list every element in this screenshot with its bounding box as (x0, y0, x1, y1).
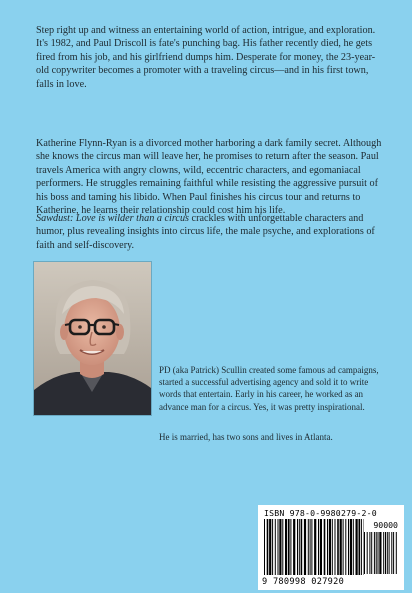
barcode-bar (374, 532, 375, 574)
blurb-paragraph-3 (36, 212, 386, 252)
author-portrait-illustration (34, 262, 151, 415)
barcode-bar (391, 532, 392, 574)
barcode-bar (329, 519, 331, 575)
barcode-bar (299, 519, 300, 575)
author-photo (34, 262, 151, 415)
isbn-label: ISBN 978-0-9980279-2-0 (264, 508, 377, 518)
barcode-bar (293, 519, 295, 575)
barcode-bar (371, 532, 372, 574)
barcode-bar (272, 519, 273, 575)
barcode-bar (301, 519, 303, 575)
barcode-bar (278, 519, 279, 575)
barcode-bar (350, 519, 352, 575)
barcode-bar (353, 519, 354, 575)
barcode-bar (282, 519, 283, 575)
barcode-bar (320, 519, 322, 575)
barcode-bar (327, 519, 328, 575)
barcode-bar (383, 532, 384, 574)
barcode-bar (361, 519, 362, 575)
barcode-bar (311, 519, 312, 575)
ean-barcode-bars (264, 519, 364, 575)
price-code: 90000 (373, 520, 398, 530)
barcode-bar (343, 519, 344, 575)
barcode-bar (369, 532, 370, 574)
barcode-bar (269, 519, 271, 575)
ean-digits: 9 780998 027920 (262, 577, 345, 587)
barcode-bar (356, 519, 358, 575)
barcode-bar (288, 519, 290, 575)
blurb-paragraph-3-rest: crackles with unforgettable characters and humor, plus revealing insights into circus life, the male psyche, and explorations of faith and self-discovery. (36, 213, 375, 251)
author-bio-family: He is married, has two sons and lives in Atlanta. (159, 432, 333, 442)
barcode-bar (324, 519, 326, 575)
addon-barcode-bars (364, 532, 398, 574)
barcode-bar (332, 519, 333, 575)
barcode-bar (345, 519, 346, 575)
barcode-bar (297, 519, 298, 575)
barcode-bar (314, 519, 316, 575)
barcode-bar (376, 532, 377, 574)
barcode-bar (385, 532, 386, 574)
barcode-bar (396, 532, 397, 574)
barcode-bar (290, 519, 291, 575)
barcode-bar (318, 519, 319, 575)
isbn-barcode (258, 505, 404, 590)
barcode-bar (335, 519, 336, 575)
barcode-bar (279, 519, 281, 575)
barcode-bar (387, 532, 388, 574)
barcode-bar (340, 519, 342, 575)
barcode-bar (285, 519, 287, 575)
barcode-bar (393, 532, 394, 574)
barcode-bar (337, 519, 339, 575)
blurb-paragraph-1: Step right up and witness an entertaining world of action, intrigue, and exploration. It's 1982, and Paul Driscoll is fate's punching bag. His father recently died, he gets fired from his job, and his girlfriend dumps him. Desperate for money, the 23-year-old copywriter becomes a promoter with a traveling circus—and in his first town, falls in love. (36, 25, 376, 90)
barcode-bar (264, 519, 265, 575)
barcode-bar (367, 532, 368, 574)
barcode-bar (359, 519, 361, 575)
blurb-paragraph-2: Katherine Flynn-Ryan is a divorced mother harboring a dark family secret. Although she knows the circus man will leave her, he promises to return after the season. Paul travels America with angry clowns, wild, eccentric characters, and egomaniacal performers. He struggles remaining faithful while resisting the aggressive pursuit of his boss and taming his libido. When Paul finishes his circus tour and returns to Katherine, he learns their relationship could cost him his life. (36, 138, 382, 217)
barcode-bar (304, 519, 306, 575)
barcode-bar (310, 519, 311, 575)
barcode-bar (267, 519, 269, 575)
barcode-bar (378, 532, 379, 574)
barcode-bar (275, 519, 276, 575)
barcode-bar (308, 519, 309, 575)
author-bio: PD (aka Patrick) Scullin created some famous ad campaigns, started a successful advertising agency and sold it to write words that entertain. Early in his career, he worked as an advance man for a circus. Yes, it was pretty inspirational. (159, 365, 379, 412)
book-title-italic: Sawdust: Love is wilder than a circus (36, 213, 189, 224)
barcode-bar (379, 532, 381, 574)
barcode-bar (389, 532, 390, 574)
barcode-bar (364, 532, 365, 574)
barcode-bar (348, 519, 349, 575)
